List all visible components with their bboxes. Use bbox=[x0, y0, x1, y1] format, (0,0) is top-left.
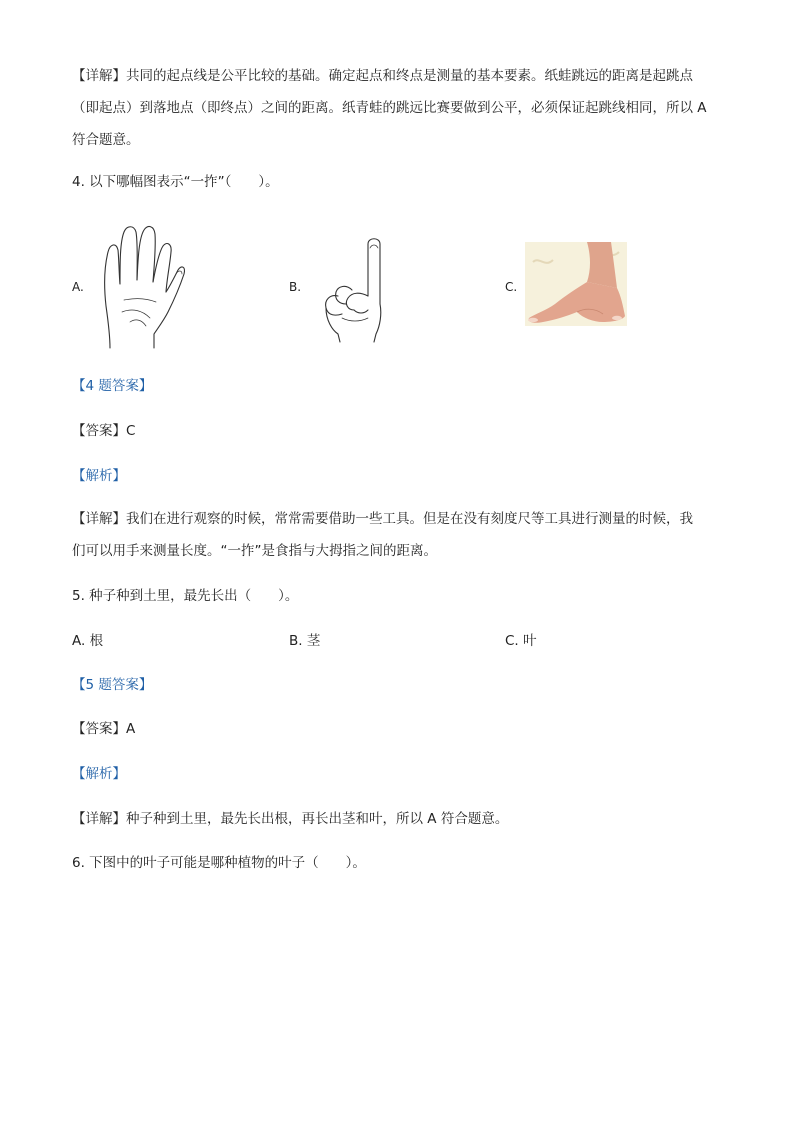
q5-question: 5. 种子种到土里，最先长出（ ）。 bbox=[72, 588, 299, 604]
q4-option-a-image bbox=[100, 222, 190, 350]
q6-question: 6. 下图中的叶子可能是哪种植物的叶子（ ）。 bbox=[72, 855, 366, 871]
pointing-finger-hand-icon bbox=[320, 234, 398, 344]
q5-detail: 【详解】种子种到土里，最先长出根，再长出茎和叶，所以 A 符合题意。 bbox=[72, 811, 509, 827]
q3-detail-line3: 符合题意。 bbox=[72, 132, 140, 148]
q4-detail-line1: 【详解】我们在进行观察的时候，常常需要借助一些工具。但是在没有刻度尺等工具进行测量的时候，我 bbox=[72, 511, 693, 527]
q4-option-b-image bbox=[320, 234, 398, 344]
q5-option-c: C. 叶 bbox=[505, 633, 537, 649]
q4-detail-line2: 们可以用手来测量长度。“一拃”是食指与大拇指之间的距离。 bbox=[72, 543, 437, 559]
q4-option-c-label: C. bbox=[505, 280, 518, 294]
q4-question: 4. 以下哪幅图表示“一拃”（ ）。 bbox=[72, 174, 279, 190]
q4-option-c-image bbox=[525, 242, 627, 326]
q5-answer-heading: 【5 题答案】 bbox=[72, 677, 153, 693]
q3-detail-line1: 【详解】共同的起点线是公平比较的基础。确定起点和终点是测量的基本要素。纸蛙跳远的距离是起跳点 bbox=[72, 68, 693, 84]
q5-analysis-heading: 【解析】 bbox=[72, 766, 126, 782]
q3-detail-line2: （即起点）到落地点（即终点）之间的距离。纸青蛙的跳远比赛要做到公平，必须保证起跳线相同，所以 A bbox=[72, 100, 707, 116]
hand-span-photo-icon bbox=[525, 242, 627, 326]
q4-option-b-label: B. bbox=[289, 280, 302, 294]
q4-answer: 【答案】C bbox=[72, 423, 136, 439]
q5-option-a: A. 根 bbox=[72, 633, 104, 649]
open-palm-hand-icon bbox=[100, 222, 190, 350]
q5-option-b: B. 茎 bbox=[289, 633, 321, 649]
q4-answer-heading: 【4 题答案】 bbox=[72, 378, 153, 394]
q4-option-a-label: A. bbox=[72, 280, 84, 294]
q4-analysis-heading: 【解析】 bbox=[72, 468, 126, 484]
q5-answer: 【答案】A bbox=[72, 721, 136, 737]
